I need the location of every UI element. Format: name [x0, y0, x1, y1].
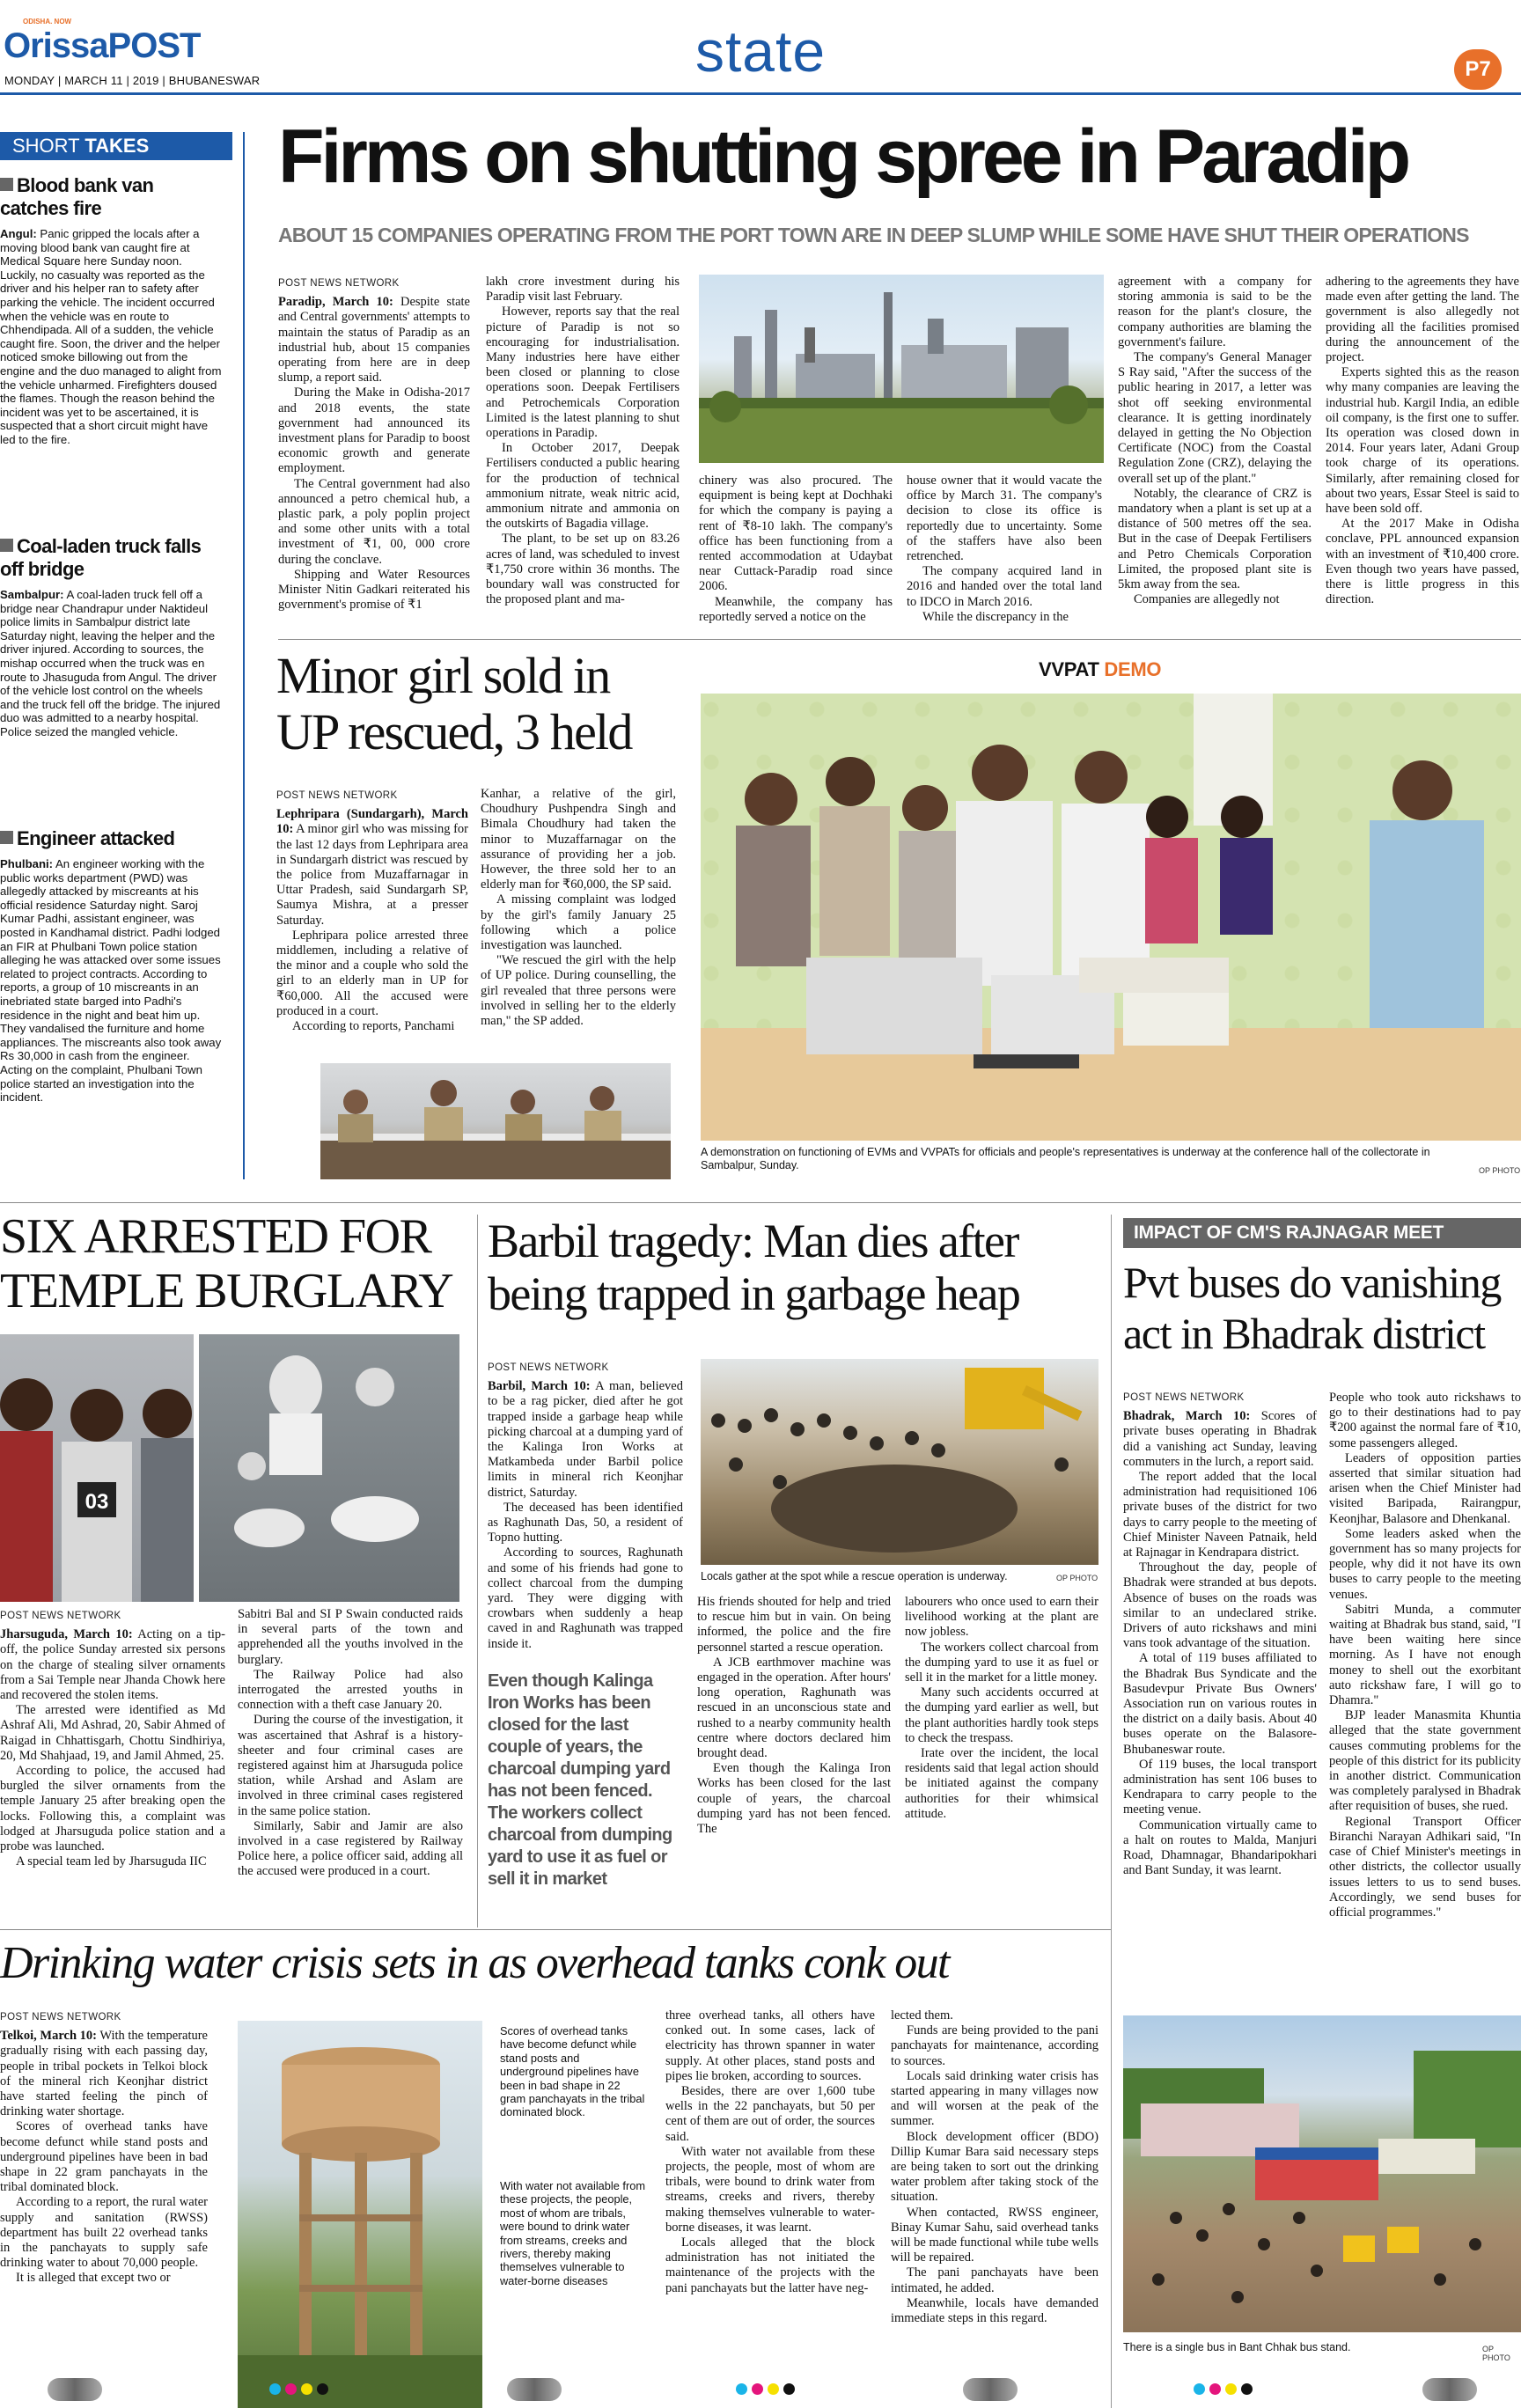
- factory-illustration: [699, 275, 1104, 463]
- sidebar-divider: [243, 132, 245, 1179]
- water-quote-1: Scores of overhead tanks have become defunct while stand posts and underground pipelines have been in bad shape in 22 gram panchayats in the tribal dominated block.: [500, 2024, 645, 2119]
- logo-small: ODISHA. NOW: [23, 18, 72, 26]
- barbil-col-2: His friends shouted for help and tried to rescue him but in vain. On being informed, the police and the fire personnel started a rescue operation. A JCB earthmover machine was engaged in the operation. After hours' long operation, Raghunath was rescued in an unconscious state and rushed to a nearby community health centre where doctors declared him brought dead. Even though the Kalinga Iron Works has been closed for the last couple of years, the charcoal dumping yard has not been fenced. The: [697, 1595, 891, 1837]
- buses-col-1: POST NEWS NETWORK Bhadrak, March 10: Scores of private buses operating in Bhadrak did a vanishing act Sunday, leaving commuters in the lurch, a report said. The report added that the local administration had requisitioned 106 private buses of the district for two days to carry people to the meeting of Chief Minister Naveen Patnaik, held at Rajnagar in Kendrapara district. Throughout the day, people of Bhadrak were stranded at bus depots. Absence of buses on the roads was similar to an undeclared strike. Drivers of auto rickshaws and mini vans took advantage of the situation. A total of 119 buses affiliated to the Bhadrak Bus Syndicate and the Basudevpur Private Bus Owners' Association run on various routes in the district on a daily basis. About 40 buses operate on the Balasore-Bhubaneswar route. Of 119 buses, the local transport administration has sent 106 buses to Kendrapara to carry people to the meeting venue. Communication virtually came to a halt on routes to Malda, Manjuri Road, Dhamnagar, Bhandaripokhari and Bant Sunday, it was learnt.: [1123, 1392, 1317, 1878]
- short-take-body: Phulbani: An engineer working with the public works department (PWD) was allegedly attacked by miscreants at his official residence Saturday night. Saroj Kumar Padhi, assistant engineer, was posted in Kandhamal district. Padhi lodged an FIR at Phulbani Town police station alleging he was attacked over some issues related to project contracts. According to reports, a group of 10 miscreants in an inebriated state barged into Padhi's residence in the night and beat him up. They vandalised the furniture and home appliances. The miscreants also took away Rs 30,000 in cash from the engineer. Acting on the complaint, Phulbani Town police started an investigation into the incident.: [0, 857, 222, 1105]
- byline: POST NEWS NETWORK: [0, 1611, 121, 1621]
- accused-photo: [0, 1334, 194, 1602]
- barbil-headline: Barbil tragedy: Man dies after being trapped in garbage heap: [488, 1215, 1020, 1320]
- paradip-col-3: chinery was also procured. The equipment is being kept at Dochhaki for which the company is paying a rent of ₹8-10 lakh. The company's office has been functioning from a rented accommodation at Udaybat near Cuttack-Paradip road since 2006. Meanwhile, the company has reportedly served a notice on the: [699, 474, 893, 624]
- minor-girl-col-1: POST NEWS NETWORK Lephripara (Sundargarh), March 10: A minor girl who was missing for the last 12 days from Lephripara area in Sundargarh district was rescued by the police from Muzaffarnagar in Uttar Pradesh, said Sundargarh SP, Saumya Mishra, at a presser Saturday. Lephripara police arrested three middlemen, including a relative of the minor and a couple who sold the girl to an elderly man in UP for ₹60,000. All the accused were produced in a court. According to reports, Panchami: [276, 790, 468, 1034]
- minor-girl-col-2: Kanhar, a relative of the girl, Choudhury Pushpendra Singh and Bimala Choudhury had taken the minor to Muzaffarnagar on the assurance of providing her a job. However, the three sold her to an elderly man for ₹60,000, the SP said. A missing complaint was lodged by the girl's family January 25 following which a police investigation was launched. "We rescued the girl with the help of UP police. During counselling, the girl revealed that three persons were involved in selling her to the elderly man," the SP added.: [481, 787, 676, 1029]
- byline: POST NEWS NETWORK: [276, 790, 398, 801]
- temple-headline: SIX ARRESTED FOR TEMPLE BURGLARY: [0, 1209, 453, 1318]
- paradip-col-1: POST NEWS NETWORK Paradip, March 10: Despite state and Central governments' attempts to maintain the status of Paradip as an industrial hub, about 15 companies operating from here are in deep slump, a report said. During the Make in Odisha-2017 and 2018 events, the state government had announced its investment plans for Paradip to boost economic growth and generate employment. The Central government had also announced a petro chemical hub, a plastic park, a poly poplin project and some other units with a total investment of ₹1, 00, 000 crore during the conclave. Shipping and Water Resources Minister Nitin Gadkari reiterated his government's promise of ₹1: [278, 278, 470, 613]
- evm-demo-illustration: [701, 694, 1521, 1141]
- water-tank-photo: [238, 2021, 482, 2408]
- paradip-headline: Firms on shutting spree in Paradip: [278, 114, 1408, 199]
- color-dots: [736, 2383, 795, 2395]
- byline: POST NEWS NETWORK: [1123, 1392, 1245, 1403]
- section-divider: [0, 1929, 1111, 1930]
- masthead: [0, 0, 1521, 88]
- factory-photo: [699, 275, 1104, 463]
- logo-orissa: Orissa: [4, 26, 108, 65]
- short-take-body: Angul: Panic gripped the locals after a moving blood bank van caught fire at Medical Square here Sunday noon. Luckily, no casualty was reported as the driver and his helper ran to safety after parking the vehicle. The incident occurred when the vehicle was en route to Chhendipada. All of a sudden, the vehicle caught fire. Soon, the driver and the helper noticed smoke billowing out from the engine and the duo managed to alight from the vehicle unharmed. Firefighters doused the flames. Though the reason behind the incident was yet to be ascertained, it is suspected that a short circuit might have led to the fire.: [0, 227, 222, 446]
- short-take-1: [0, 174, 222, 447]
- short-take-2: [0, 535, 222, 739]
- barbil-col-1: POST NEWS NETWORK Barbil, March 10: A man, believed to be a rag picker, died after he got trapped inside a garbage heap while picking charcoal at a dumping yard of the Kalinga Iron Works at Matkambeda under Barbil police limits in mineral rich Keonjhar district, Saturday. The deceased has been identified as Raghunath Das, 50, a resident of Topno hutting. According to sources, Raghunath and some of his friends had gone to collect charcoal from the dumping yard. They were digging with crowbars when suddenly a heap caved in and Raghunath was trapped inside it.: [488, 1362, 683, 1651]
- bus-stand-illustration: [1123, 2015, 1521, 2332]
- accused-illustration: [0, 1334, 194, 1602]
- registration-mark: [1422, 2378, 1477, 2401]
- vvpat-caption: A demonstration on functioning of EVMs and VVPATs for officials and people's representatives is underway at the conference hall of the collectorate in Sambalpur, Sunday.: [701, 1146, 1430, 1171]
- color-dots: [1194, 2383, 1253, 2395]
- registration-mark: [48, 2378, 102, 2401]
- bullet-square-icon: [0, 178, 13, 191]
- color-dots: [269, 2383, 328, 2395]
- barbil-col-3: labourers who once used to earn their livelihood working at the plant are now jobless. The workers collect charcoal from the dumping yard to use it as fuel or sell it in the market for a little money. Many such accidents occurred at the dumping yard earlier as well, but the plant authorities hardly took steps to check the trespass. Irate over the incident, the local residents said that legal action should be initiated against the company authorities for their whimsical attitude.: [905, 1595, 1098, 1821]
- section-divider: [278, 639, 1521, 640]
- water-col-2: three overhead tanks, all others have conked out. In some cases, lack of electricity has thrown spanner in water supply. At other places, stand posts and pipes lie broken, according to sources. Besides, there are over 1,600 tube wells in the 22 panchayats, but 50 per cent of them are out of order, the sources said. With water not available from these projects, the people, most of whom are tribals, were bound to drink water from streams, creeks and rivers, thereby making themselves vulnerable to water-borne diseases, it was learnt. Locals alleged that the block administration has not initiated the maintenance of the projects with the pani panchayats but the latter have neg-: [665, 2008, 875, 2295]
- minor-girl-headline: Minor girl sold in UP rescued, 3 held: [276, 647, 632, 760]
- masthead-rule: [0, 92, 1521, 95]
- logo-post: POST: [107, 26, 201, 65]
- ornaments-illustration: [199, 1334, 459, 1602]
- rescue-caption: Locals gather at the spot while a rescue operation is underway.: [701, 1570, 1008, 1582]
- short-take-headline: Engineer attacked: [0, 827, 222, 850]
- bullet-square-icon: [0, 831, 13, 844]
- water-quote-2: With water not available from these projects, the people, most of whom are tribals, were bound to drink water from streams, creeks and rivers, thereby making themselves vulnerable to water-borne diseases: [500, 2179, 646, 2287]
- bus-stand-caption: There is a single bus in Bant Chhak bus stand.: [1123, 2341, 1351, 2353]
- byline: POST NEWS NETWORK: [488, 1362, 609, 1373]
- vvpat-label: VVPAT DEMO: [1039, 658, 1162, 680]
- bus-stand-photo: [1123, 2015, 1521, 2332]
- registration-mark: [963, 2378, 1018, 2401]
- short-take-3: [0, 827, 222, 1105]
- section-divider: [0, 1202, 1521, 1203]
- jersey-number: 03: [84, 1490, 109, 1514]
- page-number: P7: [1465, 57, 1491, 81]
- water-headline: Drinking water crisis sets in as overhead tanks conk out: [0, 1938, 949, 1988]
- water-col-1: POST NEWS NETWORK Telkoi, March 10: With the temperature gradually rising with each passing day, people in tribal pockets in Telkoi block of the mineral rich Keonjhar district have started feeling the pinch of drinking water shortage. Scores of overhead tanks have become defunct while stand posts and underground pipelines have been in bad shape in 22 gram panchayats in the tribal dominated block. According to a report, the rural water supply and sanitation (RWSS) department has built 22 overhead tanks in the panchayats to supply safe drinking water to about 70,000 people. It is alleged that except two or: [0, 2012, 208, 2286]
- photo-credit: OP PHOTO: [1482, 2345, 1510, 2362]
- buses-headline: Pvt buses do vanishing act in Bhadrak district: [1123, 1258, 1501, 1358]
- short-take-headline: Coal-laden truck falls off bridge: [0, 535, 202, 580]
- buses-col-2: People who took auto rickshaws to go to their destinations had to pay ₹200 against the normal fare of ₹10, some passengers alleged. Leaders of opposition parties asserted that similar situation had arisen when the Chief Minister had visited Baripada, Rairangpur, Keonjhar, Balasore and Dhenkanal. Some leaders asked when the government has so many projects for people, why did it not have its own buses to carry people to the meeting venues. Sabitri Munda, a commuter waiting at Bhadrak bus stand, said, "I have been waiting here since morning. As I have not enough money to shell out the exorbitant auto rickshaw fare, I will go to Dhamra." BJP leader Manasmita Khuntia alleged that the state government causes commuting problems for the people of this district for its publicity in another district. Communication was completely paralysed in Bhadrak after requisition of buses, she rued. Regional Transport Officer Biranchi Narayan Adhikari said, "In case of Chief Minister's meetings in other districts, the collector usually issues letters to us to send buses. Accordingly, we send buses for official programmes.": [1329, 1391, 1521, 1920]
- section-title: state: [694, 18, 827, 84]
- page-number-badge: [1454, 49, 1502, 90]
- temple-col-2: Sabitri Bal and SI P Swain conducted raids in several parts of the town and apprehended all the youths involved in the burglary. The Railway Police had also interrogated the arrested youths in connection with a theft case January 20. During the course of the investigation, it was ascertained that Ashraf is a history-sheeter and four criminal cases are registered against him at Jharsuguda police station, while Arshad and Aslam are involved in three criminal cases registered in the same police station. Similarly, Sabir and Jamir are also involved in a case registered by Railway Police here, a police officer said, adding all the accused were produced in a court.: [238, 1607, 463, 1879]
- paradip-col-4: house owner that it would vacate the office by March 31. The company's decision to close its office is reportedly due to uncertainty. Some of the staffers have also been retrenched. The company acquired land in 2016 and handed over the total land to IDCO in March 2016. While the discrepancy in the: [907, 474, 1102, 624]
- vvpat-photo: [701, 694, 1521, 1141]
- barbil-pullquote: Even though Kalinga Iron Works has been closed for the last couple of years, the charcoal dumping yard has not been fenced. The workers collect charcoal from dumping yard to use it as fuel or sell it in market: [488, 1671, 672, 1889]
- paradip-col-2: lakh crore investment during his Paradip visit last February. However, reports say that the real picture of Paradip is not so encouraging for industrialisation. Many industries here have either been closed or planning to close operations soon. Deepak Fertilisers and Petrochemicals Corporation Limited is the latest planning to shut operations in Paradip. In October 2017, Deepak Fertilisers conducted a public hearing for the production of technical ammonium nitrate, weak nitric acid, ammonium nitrate and ammonia on the outskirts of Bagadia village. The plant, to be set up on 83.26 acres of land, was scheduled to invest ₹1,750 crore within 36 months. The boundary wall was constructed for the proposed plant and ma-: [486, 275, 680, 607]
- photo-credit: OP PHOTO: [1056, 1574, 1098, 1582]
- silver-ornaments-photo: [199, 1334, 459, 1602]
- column-divider: [1111, 1215, 1112, 2408]
- water-tank-illustration: [238, 2021, 482, 2408]
- police-presser-photo: [320, 1063, 671, 1179]
- paradip-subhead: ABOUT 15 COMPANIES OPERATING FROM THE PORT TOWN ARE IN DEEP SLUMP WHILE SOME HAVE SHUT THEIR OPERATIONS: [278, 224, 1469, 246]
- rescue-photo: [701, 1359, 1098, 1565]
- registration-mark: [507, 2378, 562, 2401]
- paradip-col-5: agreement with a company for storing ammonia is said to be the reason for the plant's closure, the company authorities are blaming the government's failure. The company's General Manager S Ray said, "After the success of the public hearing in 2017, a letter was shot off seeking environmental clearance. It is getting inordinately delayed in getting the No Objection Certificate (NOC) from the Coastal Regulation Zone (CRZ), delaying the overall set up of the plant." Notably, the clearance of CRZ is mandatory when a plant is set up at a distance of 500 metres off the sea. But in the case of Deepak Fertilisers and Petro Chemicals Corporation Limited, the proposed plant site is 5km away from the sea. Companies are allegedly not: [1118, 275, 1312, 607]
- short-take-body: Sambalpur: A coal-laden truck fell off a bridge near Chandrapur under Naktideul police limits in Sambalpur district late Saturday night, leaving the helper and the driver injured. According to sources, the mishap occurred when the truck was en route to Jhasuguda from Angul. The driver of the vehicle lost control on the wheels and the truck fell off the bridge. The injured duo was admitted to a nearby hospital. Police seized the mangled vehicle.: [0, 588, 221, 738]
- officials-illustration: [320, 1063, 671, 1179]
- column-divider: [477, 1215, 478, 1927]
- short-take-headline: Blood bank van catches fire: [0, 174, 154, 219]
- paradip-col-6: adhering to the agreements they have made even after getting the land. The government is also allegedly not providing all the facilities promised during the announcement of the project. Experts sighted this as the reason why many companies are leaving the industrial hub. Kargil India, an edible oil company, is the first one to suffer. Its operation was closed down in 2014. Four years later, Adani Group took charge of its operations. Similarly, after remaining closed for about two years, Essar Steel is said to have been sold off. At the 2017 Make in Odisha conclave, PPL announced expansion with an investment of ₹10,400 crore. Even though two years have passed, there is little progress in this direction.: [1326, 275, 1519, 607]
- buses-kicker: IMPACT OF CM'S RAJNAGAR MEET: [1123, 1218, 1521, 1248]
- photo-credit: OP PHOTO: [1479, 1166, 1521, 1175]
- byline: POST NEWS NETWORK: [0, 2012, 121, 2023]
- short-takes-label: SHORT TAKES: [0, 132, 232, 160]
- masthead-dateline: MONDAY | MARCH 11 | 2019 | BHUBANESWAR: [4, 74, 261, 87]
- temple-col-1: POST NEWS NETWORK Jharsuguda, March 10: Acting on a tip-off, the police Sunday arrested six persons on the charge of stealing silver ornaments from a Sai Temple near Jhanda Chowk here and recovered the stolen items. The arrested were identified as Md Ashraf Ali, Md Ashrad, 20, Sabir Ahmed of Raigad in Chhattisgarh, Chottu Sindhiriya, 20, Md Shahjaad, 19, and Jamil Ahmed, 25. According to police, the accused had burgled the silver ornaments from the temple January 25 after breaking open the locks. Following this, a complaint was lodged at Jharsuguda police station and a probe was launched. A special team led by Jharsuguda IIC: [0, 1611, 225, 1869]
- water-col-3: lected them. Funds are being provided to the pani panchayats for maintenance, according to sources. Locals said drinking water crisis has started appearing in many villages now and will worsen at the peak of the summer. Block development officer (BDO) Dillip Kumar Bara said necessary steps are being taken to sort out the drinking water problem after taking stock of the situation. When contacted, RWSS engineer, Binay Kumar Sahu, said overhead tanks will be made functional while tube wells will be repaired. The pani panchayats have been intimated, he added. Meanwhile, locals have demanded immediate steps in this regard.: [891, 2008, 1098, 2326]
- byline: POST NEWS NETWORK: [278, 278, 400, 289]
- bullet-square-icon: [0, 539, 13, 552]
- rescue-illustration: [701, 1359, 1098, 1565]
